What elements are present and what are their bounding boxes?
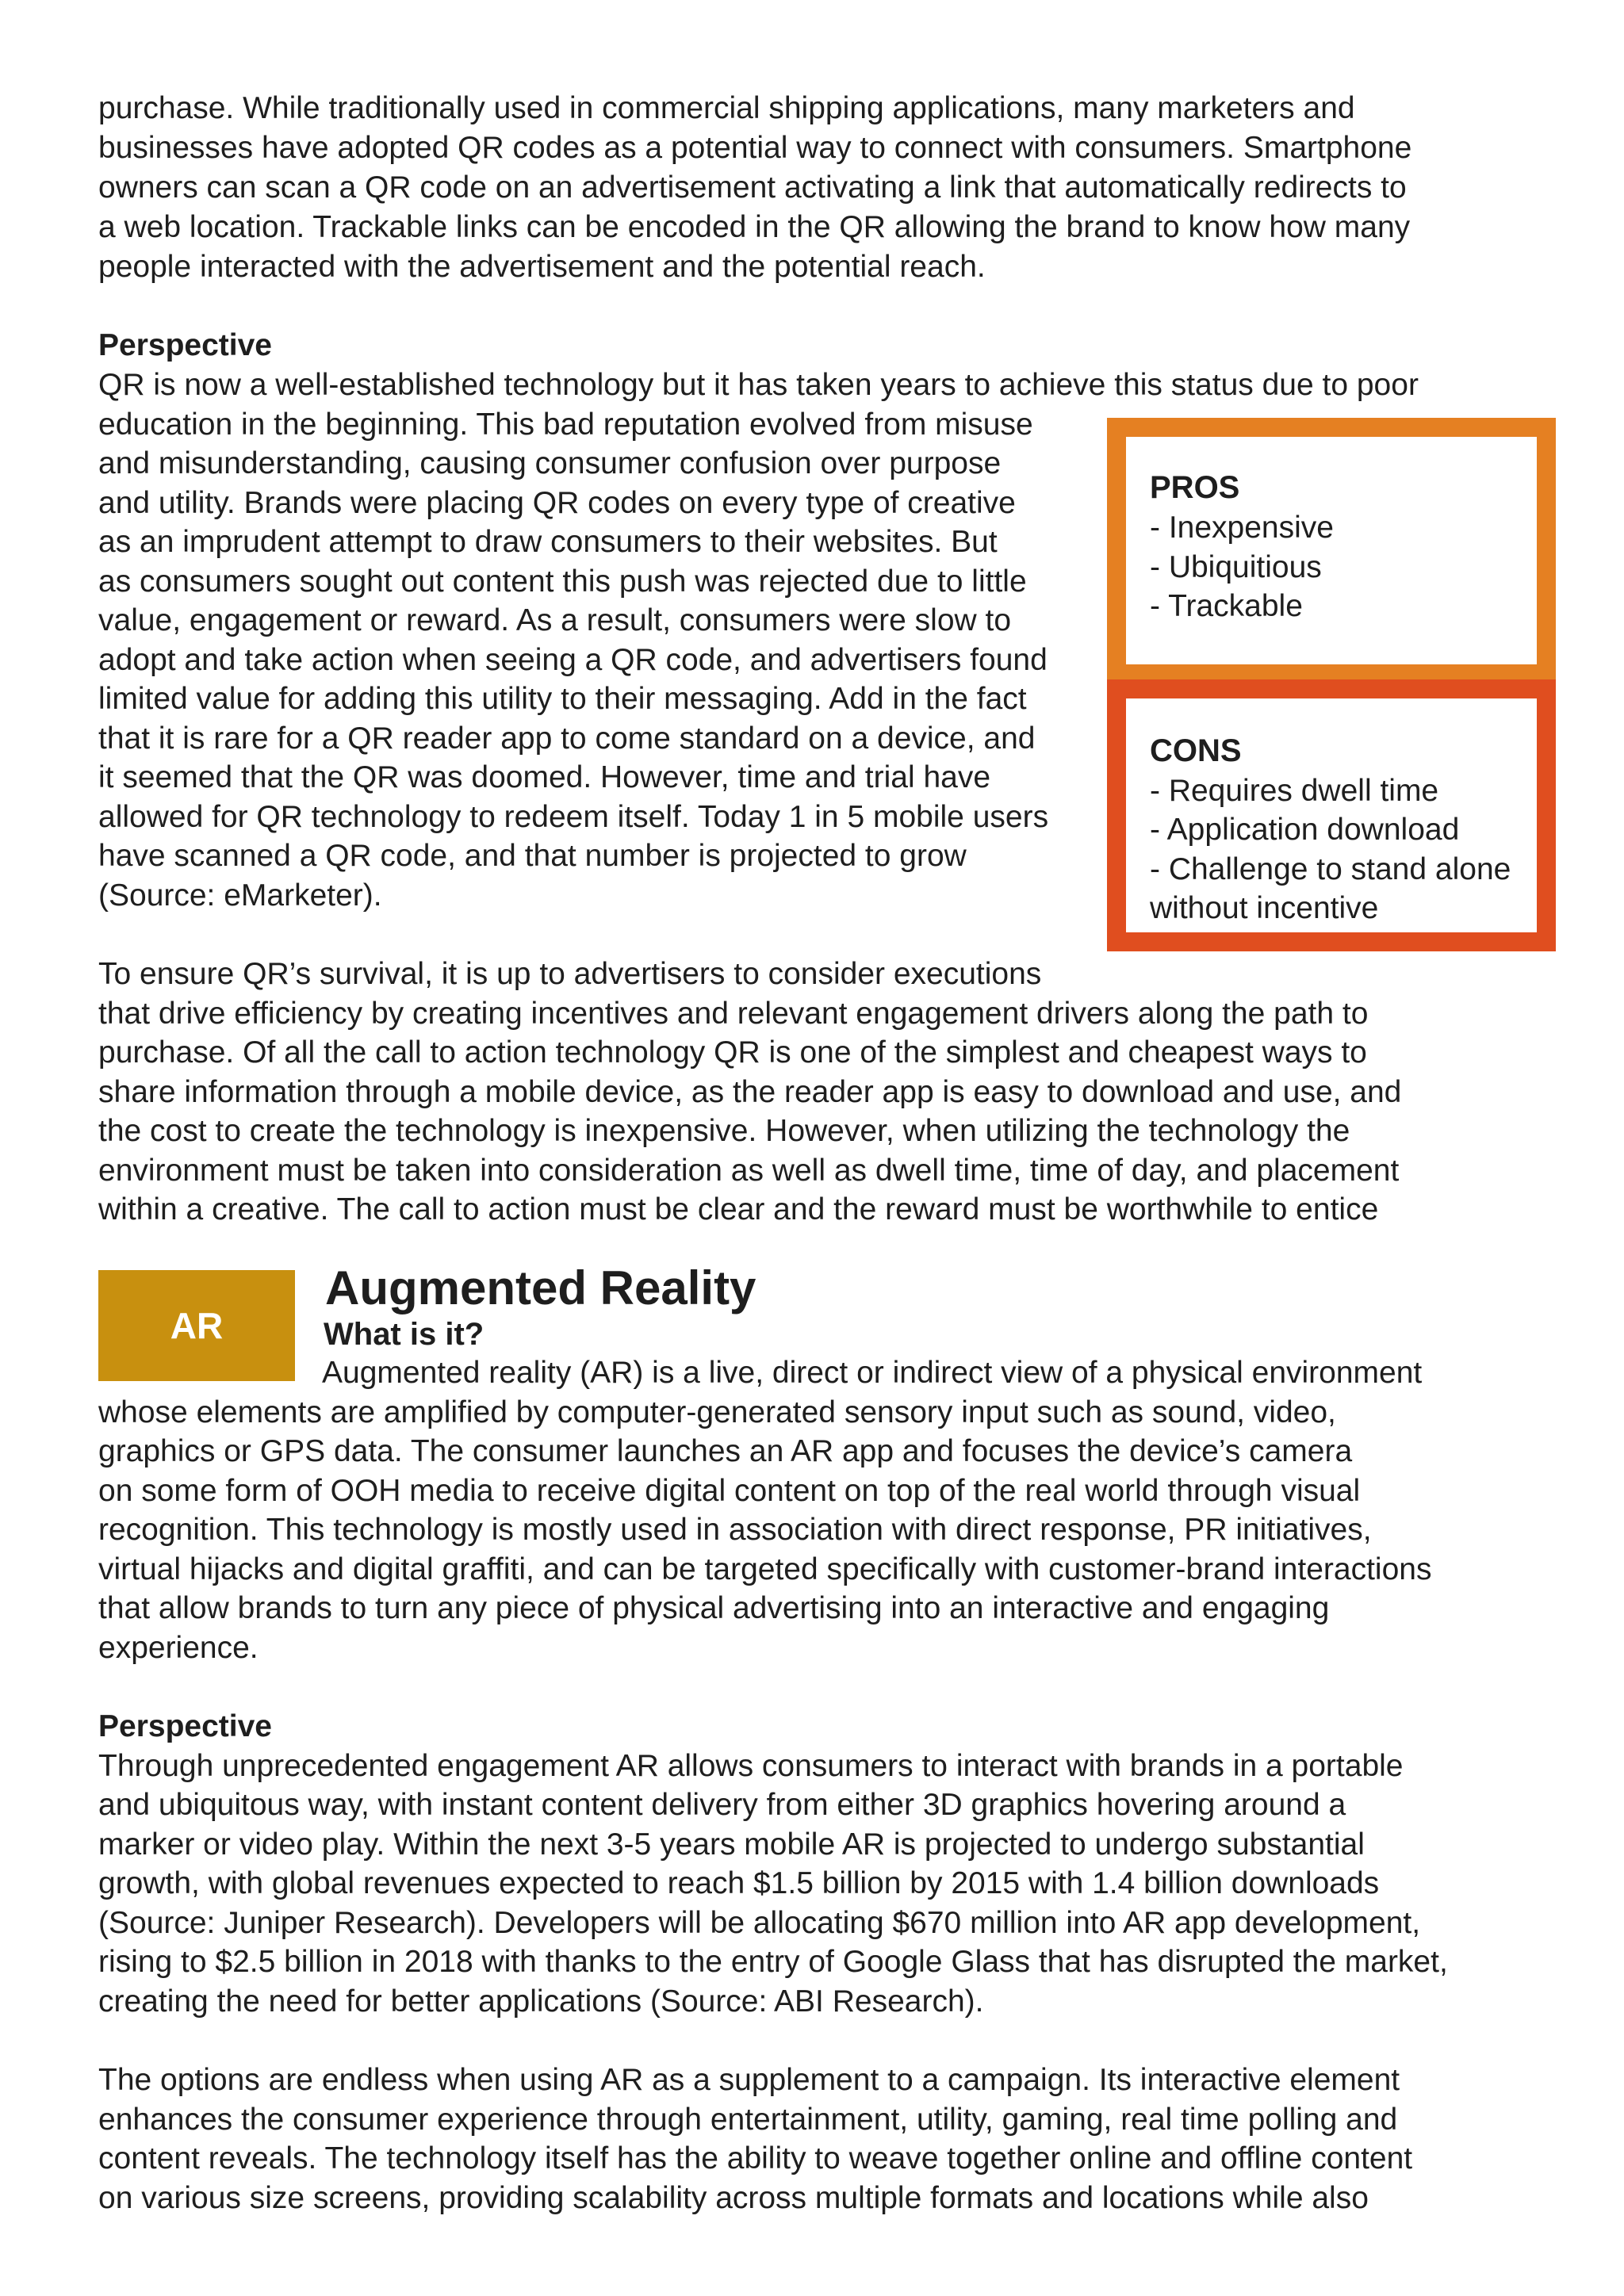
- intro-line: purchase. While traditionally used in commercial shipping applications, many marketers and: [98, 91, 1355, 125]
- ar-perspective-line: and ubiquitous way, with instant content delivery from either 3D graphics hovering around a: [98, 1788, 1346, 1822]
- ar-options-line: The options are endless when using AR as a supplement to a campaign. Its interactive element: [98, 2063, 1400, 2097]
- qr-survival-line: purchase. Of all the call to action technology QR is one of the simplest and cheapest ways to: [98, 1035, 1367, 1070]
- qr-perspective-line: education in the beginning. This bad reputation evolved from misuse: [98, 408, 1033, 442]
- qr-perspective-line: that it is rare for a QR reader app to come standard on a device, and: [98, 721, 1036, 756]
- intro-line: a web location. Trackable links can be encoded in the QR allowing the brand to know how many: [98, 210, 1411, 244]
- intro-line: businesses have adopted QR codes as a potential way to connect with consumers. Smartphone: [98, 131, 1412, 165]
- qr-perspective-line: have scanned a QR code, and that number is projected to grow: [98, 839, 967, 873]
- ar-what-line: that allow brands to turn any piece of physical advertising into an interactive and engaging: [98, 1591, 1330, 1625]
- qr-survival-line: within a creative. The call to action must be clear and the reward must be worthwhile to entice: [98, 1192, 1379, 1226]
- qr-perspective-heading: Perspective: [98, 328, 272, 362]
- qr-perspective-line: allowed for QR technology to redeem itself. Today 1 in 5 mobile users: [98, 800, 1049, 834]
- qr-perspective-line: limited value for adding this utility to their messaging. Add in the fact: [98, 682, 1027, 716]
- ar-perspective-heading: Perspective: [98, 1709, 272, 1743]
- cons-item: - Requires dwell time: [1150, 774, 1439, 808]
- ar-perspective-line: creating the need for better applications (Source: ABI Research).: [98, 1984, 984, 2019]
- qr-survival-line: To ensure QR’s survival, it is up to advertisers to consider executions: [98, 957, 1042, 991]
- ar-what-line: Augmented reality (AR) is a live, direct or indirect view of a physical environment: [322, 1356, 1423, 1390]
- pros-item: - Inexpensive: [1150, 511, 1334, 545]
- ar-perspective-line: Through unprecedented engagement AR allows consumers to interact with brands in a portable: [98, 1749, 1404, 1783]
- cons-item: - Challenge to stand alone: [1150, 852, 1511, 886]
- ar-what-heading: What is it?: [324, 1317, 485, 1352]
- qr-survival-line: the cost to create the technology is inexpensive. However, when utilizing the technology the: [98, 1114, 1350, 1148]
- ar-badge: AR: [98, 1270, 295, 1381]
- ar-options-line: on various size screens, providing scalability across multiple formats and locations while also: [98, 2181, 1369, 2215]
- qr-survival-line: share information through a mobile device, as the reader app is easy to download and use, and: [98, 1075, 1402, 1109]
- qr-perspective-line: QR is now a well-established technology but it has taken years to achieve this status due to poor: [98, 368, 1419, 402]
- intro-line: owners can scan a QR code on an advertisement activating a link that automatically redirects to: [98, 170, 1407, 205]
- ar-what-line: on some form of OOH media to receive digital content on top of the real world through visual: [98, 1474, 1361, 1508]
- pros-title: PROS: [1150, 470, 1240, 505]
- cons-item: - Application download: [1150, 813, 1460, 847]
- ar-what-line: whose elements are amplified by computer-generated sensory input such as sound, video,: [98, 1395, 1336, 1429]
- cons-item: without incentive: [1150, 891, 1379, 925]
- qr-survival-line: that drive efficiency by creating incentives and relevant engagement drivers along the path to: [98, 997, 1369, 1031]
- ar-what-line: graphics or GPS data. The consumer launches an AR app and focuses the device’s camera: [98, 1434, 1353, 1468]
- footer: [0, 2220, 1624, 2296]
- pros-item: - Ubiquitious: [1150, 550, 1322, 584]
- ar-what-line: virtual hijacks and digital graffiti, and can be targeted specifically with customer-brand interactions: [98, 1552, 1432, 1586]
- qr-perspective-line: as an imprudent attempt to draw consumers to their websites. But: [98, 525, 998, 559]
- qr-perspective-line: and misunderstanding, causing consumer confusion over purpose: [98, 446, 1002, 480]
- intro-line: people interacted with the advertisement and the potential reach.: [98, 250, 986, 284]
- ar-section-title: Augmented Reality: [325, 1261, 756, 1314]
- ar-perspective-line: rising to $2.5 billion in 2018 with thanks to the entry of Google Glass that has disrupted the market,: [98, 1945, 1448, 1979]
- qr-perspective-line: (Source: eMarketer).: [98, 878, 382, 913]
- qr-perspective-line: it seemed that the QR was doomed. However, time and trial have: [98, 760, 991, 794]
- ar-perspective-line: (Source: Juniper Research). Developers will be allocating $670 million into AR app development,: [98, 1906, 1421, 1940]
- pros-item: - Trackable: [1150, 589, 1303, 623]
- ar-options-line: enhances the consumer experience through entertainment, utility, gaming, real time polling and: [98, 2103, 1398, 2137]
- qr-survival-line: environment must be taken into consideration as well as dwell time, time of day, and placement: [98, 1154, 1400, 1188]
- ar-what-line: recognition. This technology is mostly used in association with direct response, PR initiatives,: [98, 1513, 1372, 1547]
- ar-options-line: content reveals. The technology itself has the ability to weave together online and offline content: [98, 2141, 1413, 2175]
- qr-perspective-line: as consumers sought out content this push was rejected due to little: [98, 564, 1027, 599]
- qr-perspective-line: and utility. Brands were placing QR codes on every type of creative: [98, 486, 1016, 520]
- qr-perspective-line: value, engagement or reward. As a result, consumers were slow to: [98, 603, 1012, 637]
- ar-what-line: experience.: [98, 1631, 259, 1665]
- ar-perspective-line: growth, with global revenues expected to reach $1.5 billion by 2015 with 1.4 billion downloads: [98, 1866, 1380, 1900]
- ar-perspective-line: marker or video play. Within the next 3-5 years mobile AR is projected to undergo substantial: [98, 1827, 1365, 1862]
- qr-perspective-line: adopt and take action when seeing a QR code, and advertisers found: [98, 643, 1048, 677]
- cons-title: CONS: [1150, 733, 1242, 768]
